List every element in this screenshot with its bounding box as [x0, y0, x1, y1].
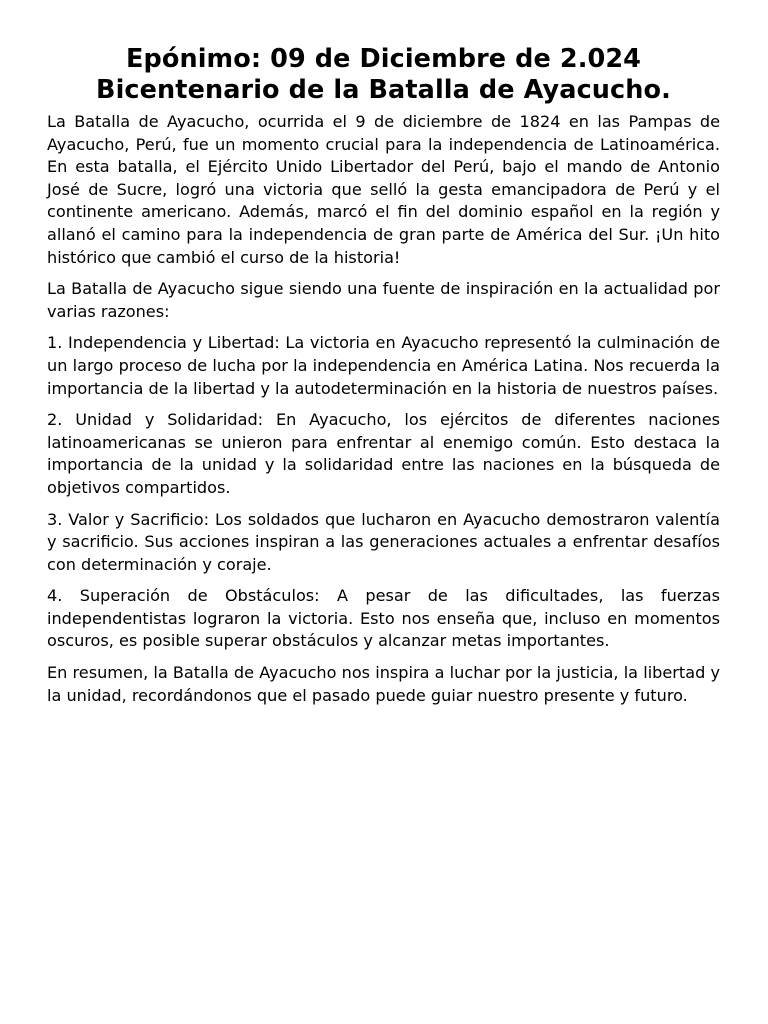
document-title	[47, 44, 720, 106]
document-page	[47, 44, 720, 716]
reason-independence-paragraph: 1. Independencia y Libertad: La victoria en Ayacucho representó la culminación de un largo proceso de lucha por la independencia en América Latina. Nos recuerda la importancia de la libertad y la autodeterminación en la historia de nuestros países.	[47, 333, 720, 398]
title-line-2: Bicentenario de la Batalla de Ayacucho.	[96, 75, 671, 105]
title-line-1: Epónimo: 09 de Diciembre de 2.024	[125, 44, 642, 74]
inspiration-paragraph: La Batalla de Ayacucho sigue siendo una fuente de inspiración en la actualidad por varias razones:	[47, 279, 720, 321]
intro-paragraph: La Batalla de Ayacucho, ocurrida el 9 de diciembre de 1824 en las Pampas de Ayacucho, Perú, fue un momento crucial para la independencia de Latinoamérica. En esta batalla, el Ejército Unido Libertador del Perú, bajo el mando de Antonio José de Sucre, logró una victoria que selló la gesta emancipadora de Perú y el continente americano. Además, marcó el fin del dominio español en la región y allanó el camino para la independencia de gran parte de América del Sur. ¡Un hito histórico que cambió el curso de la historia!	[47, 112, 720, 267]
reason-valor-paragraph: 3. Valor y Sacrificio: Los soldados que lucharon en Ayacucho demostraron valentía y sacrificio. Sus acciones inspiran a las generaciones actuales a enfrentar desafíos con determinación y coraje.	[47, 509, 720, 574]
summary-paragraph: En resumen, la Batalla de Ayacucho nos inspira a luchar por la justicia, la libertad y la unidad, recordándonos que el pasado puede guiar nuestro presente y futuro.	[47, 663, 720, 705]
reason-unity-paragraph: 2. Unidad y Solidaridad: En Ayacucho, los ejércitos de diferentes naciones latinoamericanas se unieron para enfrentar al enemigo común. Esto destaca la importancia de la unidad y la solidaridad entre las naciones en la búsqueda de objetivos compartidos.	[47, 410, 720, 497]
reason-obstacles-paragraph: 4. Superación de Obstáculos: A pesar de las dificultades, las fuerzas independentistas lograron la victoria. Esto nos enseña que, incluso en momentos oscuros, es posible superar obstáculos y alcanzar metas importantes.	[47, 586, 720, 651]
